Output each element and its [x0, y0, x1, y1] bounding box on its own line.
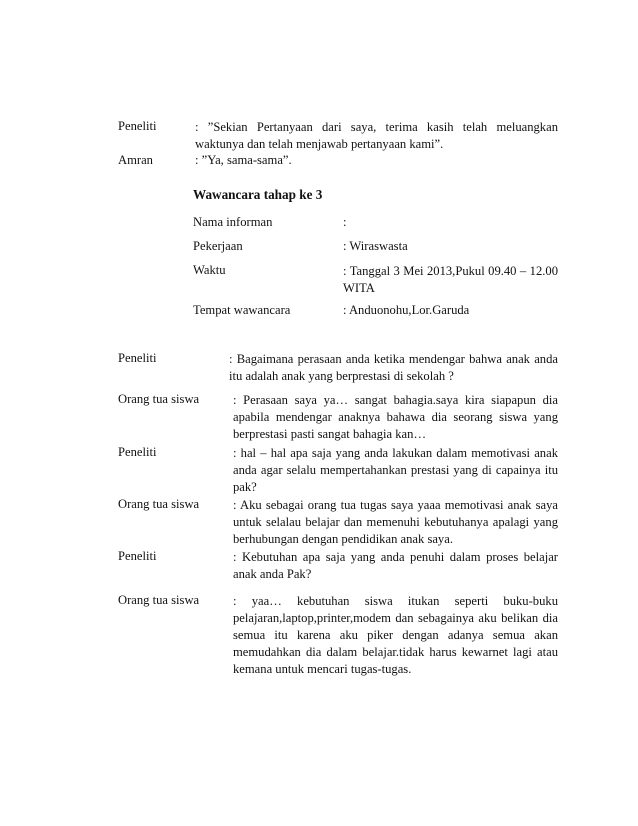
info-label: Pekerjaan — [193, 239, 243, 253]
info-value: : Tanggal 3 Mei 2013,Pukul 09.40 – 12.00 WITA — [343, 264, 558, 295]
utterance-text: : ”Ya, sama-sama”. — [195, 153, 292, 167]
section-title: Wawancara tahap ke 3 — [193, 187, 323, 202]
utterance-text: : ”Sekian Pertanyaan dari saya, terima kasih telah meluangkan waktunya dan telah menjawab pertanyaan kami”. — [195, 120, 558, 151]
utterance-text: : Perasaan saya ya… sangat bahagia.saya kira siapapun dia apabila mendengar anaknya bahawa dia seorang siswa yang berprestasi pasti sangat bahagia kan… — [233, 393, 558, 441]
info-value: : Anduonohu,Lor.Garuda — [343, 303, 470, 317]
speaker-label: Amran — [118, 153, 153, 167]
speaker-label: Peneliti — [118, 445, 157, 459]
utterance-text: : hal – hal apa saja yang anda lakukan dalam memotivasi anak anda agar selalu mempertahankan prestasi yang di capainya itu pak? — [233, 446, 558, 494]
utterance-text: : Bagaimana perasaan anda ketika mendengar bahwa anak anda itu adalah anak yang berprestasi di sekolah ? — [229, 352, 558, 383]
info-value: : — [343, 215, 347, 229]
speaker-label: Orang tua siswa — [118, 497, 200, 511]
utterance-text: : Kebutuhan apa saja yang anda penuhi dalam proses belajar anak anda Pak? — [233, 550, 558, 581]
speaker-label: Orang tua siswa — [118, 593, 200, 607]
speaker-label: Peneliti — [118, 119, 157, 133]
info-label: Tempat wawancara — [193, 303, 291, 317]
info-label: Waktu — [193, 263, 226, 277]
utterance-text: : yaa… kebutuhan siswa itukan seperti buku-buku pelajaran,laptop,printer,modem dan sebagainya aku belikan dia semua itu karena aku piker dengan adanya semua akan memudahkan dia dalam belajar.tidak harus kewarnet lagi atau kemana untuk mencari tugas-tugas. — [233, 594, 558, 676]
info-value: : Wiraswasta — [343, 239, 408, 253]
speaker-label: Peneliti — [118, 549, 157, 563]
speaker-label: Peneliti — [118, 351, 157, 365]
speaker-label: Orang tua siswa — [118, 392, 200, 406]
info-label: Nama informan — [193, 215, 273, 229]
utterance-text: : Aku sebagai orang tua tugas saya yaaa memotivasi anak saya untuk selalau belajar dan memenuhi kebutuhanya apalagi yang berhubungan dengan pendidikan anak saya. — [233, 498, 558, 546]
